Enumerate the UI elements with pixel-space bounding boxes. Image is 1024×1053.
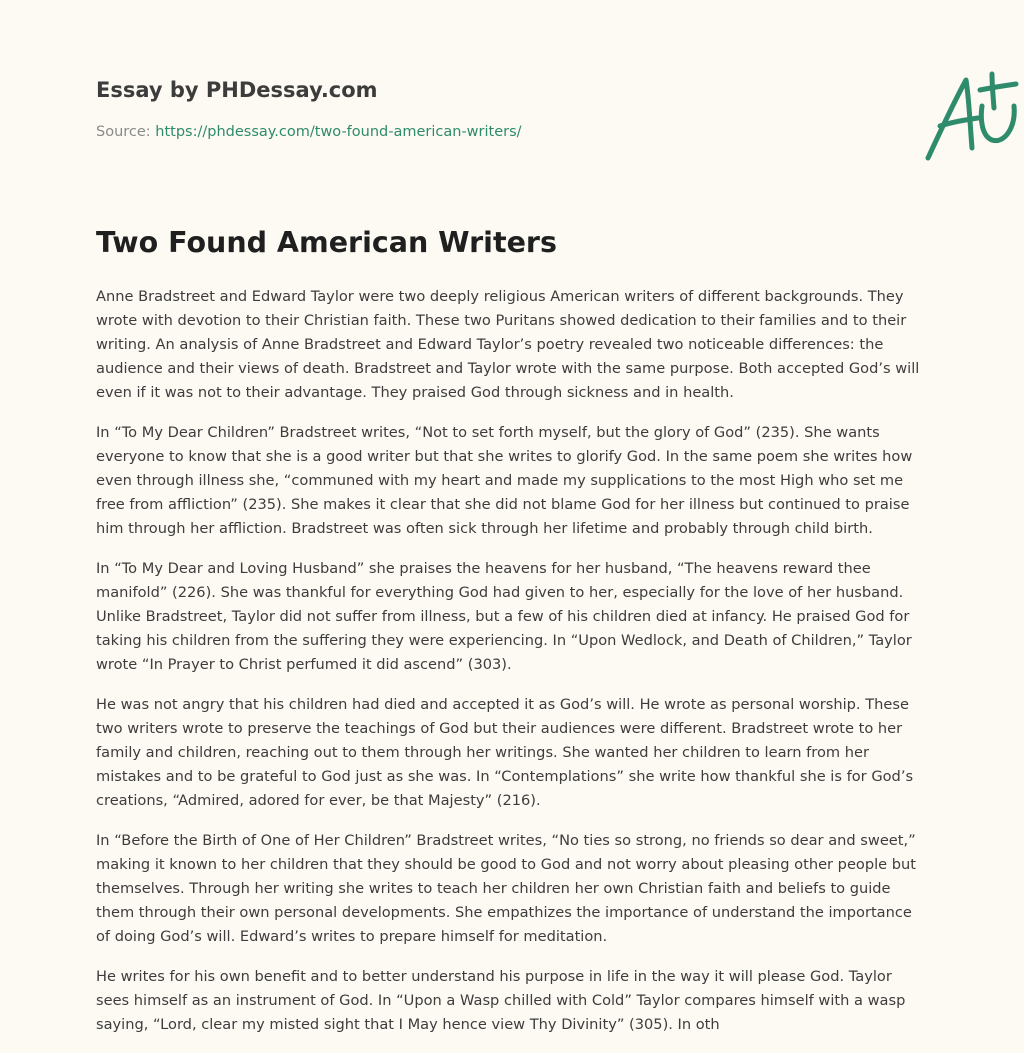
- essay-paragraph: He writes for his own benefit and to better understand his purpose in life in the way it will please God. Taylor sees himself as an instrument of God. In “Upon a Wasp chilled with Cold” Taylor compares himself with a wasp saying, “Lord, clear my misted sight that I May hence view Thy Divinity” (305). In oth: [96, 968, 906, 1033]
- essay-body: [96, 285, 928, 1053]
- essay-paragraph: He was not angry that his children had died and accepted it as God’s will. He wrote as personal worship. These two writers wrote to preserve the teachings of God but their audiences were different. Bradstreet wrote to her family and children, reaching out to them through her writings. She wanted her children to learn from her mistakes and to be grateful to God just as she was. In “Contemplations” she write how thankful she is for God’s creations, “Admired, adored for ever, be that Majesty” (216).: [96, 696, 914, 809]
- essay-paragraph: In “Before the Birth of One of Her Children” Bradstreet writes, “No ties so strong, no friends so dear and sweet,” making it known to her children that they should be good to God and not worry about pleasing other people but themselves. Through her writing she writes to teach her children her own Christian faith and beliefs to guide them through their own personal developments. She empathizes the importance of understand the importance of doing God’s will. Edward’s writes to prepare himself for meditation.: [96, 832, 917, 945]
- source-link[interactable]: https://phdessay.com/two-found-american-writers/: [155, 124, 522, 140]
- source-line: [96, 124, 522, 140]
- essay-paragraph: In “To My Dear and Loving Husband” she praises the heavens for her husband, “The heavens reward thee manifold” (226). She was thankful for everything God had given to her, especially for the love of her husband. Unlike Bradstreet, Taylor did not suffer from illness, but a few of his children died at infancy. He praised God for taking his children from the suffering they were experiencing. In “Upon Wedlock, and Death of Children,” Taylor wrote “In Prayer to Christ perfumed it did ascend” (303).: [96, 560, 912, 673]
- essay-paragraph: In “To My Dear Children” Bradstreet writes, “Not to set forth myself, but the glory of God” (235). She wants everyone to know that she is a good writer but that she writes to glorify God. In the same poem she writes how even through illness she, “communed with my heart and made my supplications to the most High who set me free from affliction” (235). She makes it clear that she did not blame God for her illness but continued to praise him through her affliction. Bradstreet was often sick through her lifetime and probably through child birth.: [96, 424, 913, 537]
- essay-paragraph: Anne Bradstreet and Edward Taylor were two deeply religious American writers of different backgrounds. They wrote with devotion to their Christian faith. These two Puritans showed dedication to their families and to their writing. An analysis of Anne Bradstreet and Edward Taylor’s poetry revealed two noticeable differences: the audience and their views of death. Bradstreet and Taylor wrote with the same purpose. Both accepted God’s will even if it was not to their advantage. They praised God through sickness and in health.: [96, 288, 920, 401]
- site-brand: Essay by PHDessay.com: [96, 78, 378, 102]
- essay-title: Two Found American Writers: [96, 226, 557, 259]
- a-plus-logo-icon: [918, 66, 1024, 166]
- source-label: Source:: [96, 124, 151, 140]
